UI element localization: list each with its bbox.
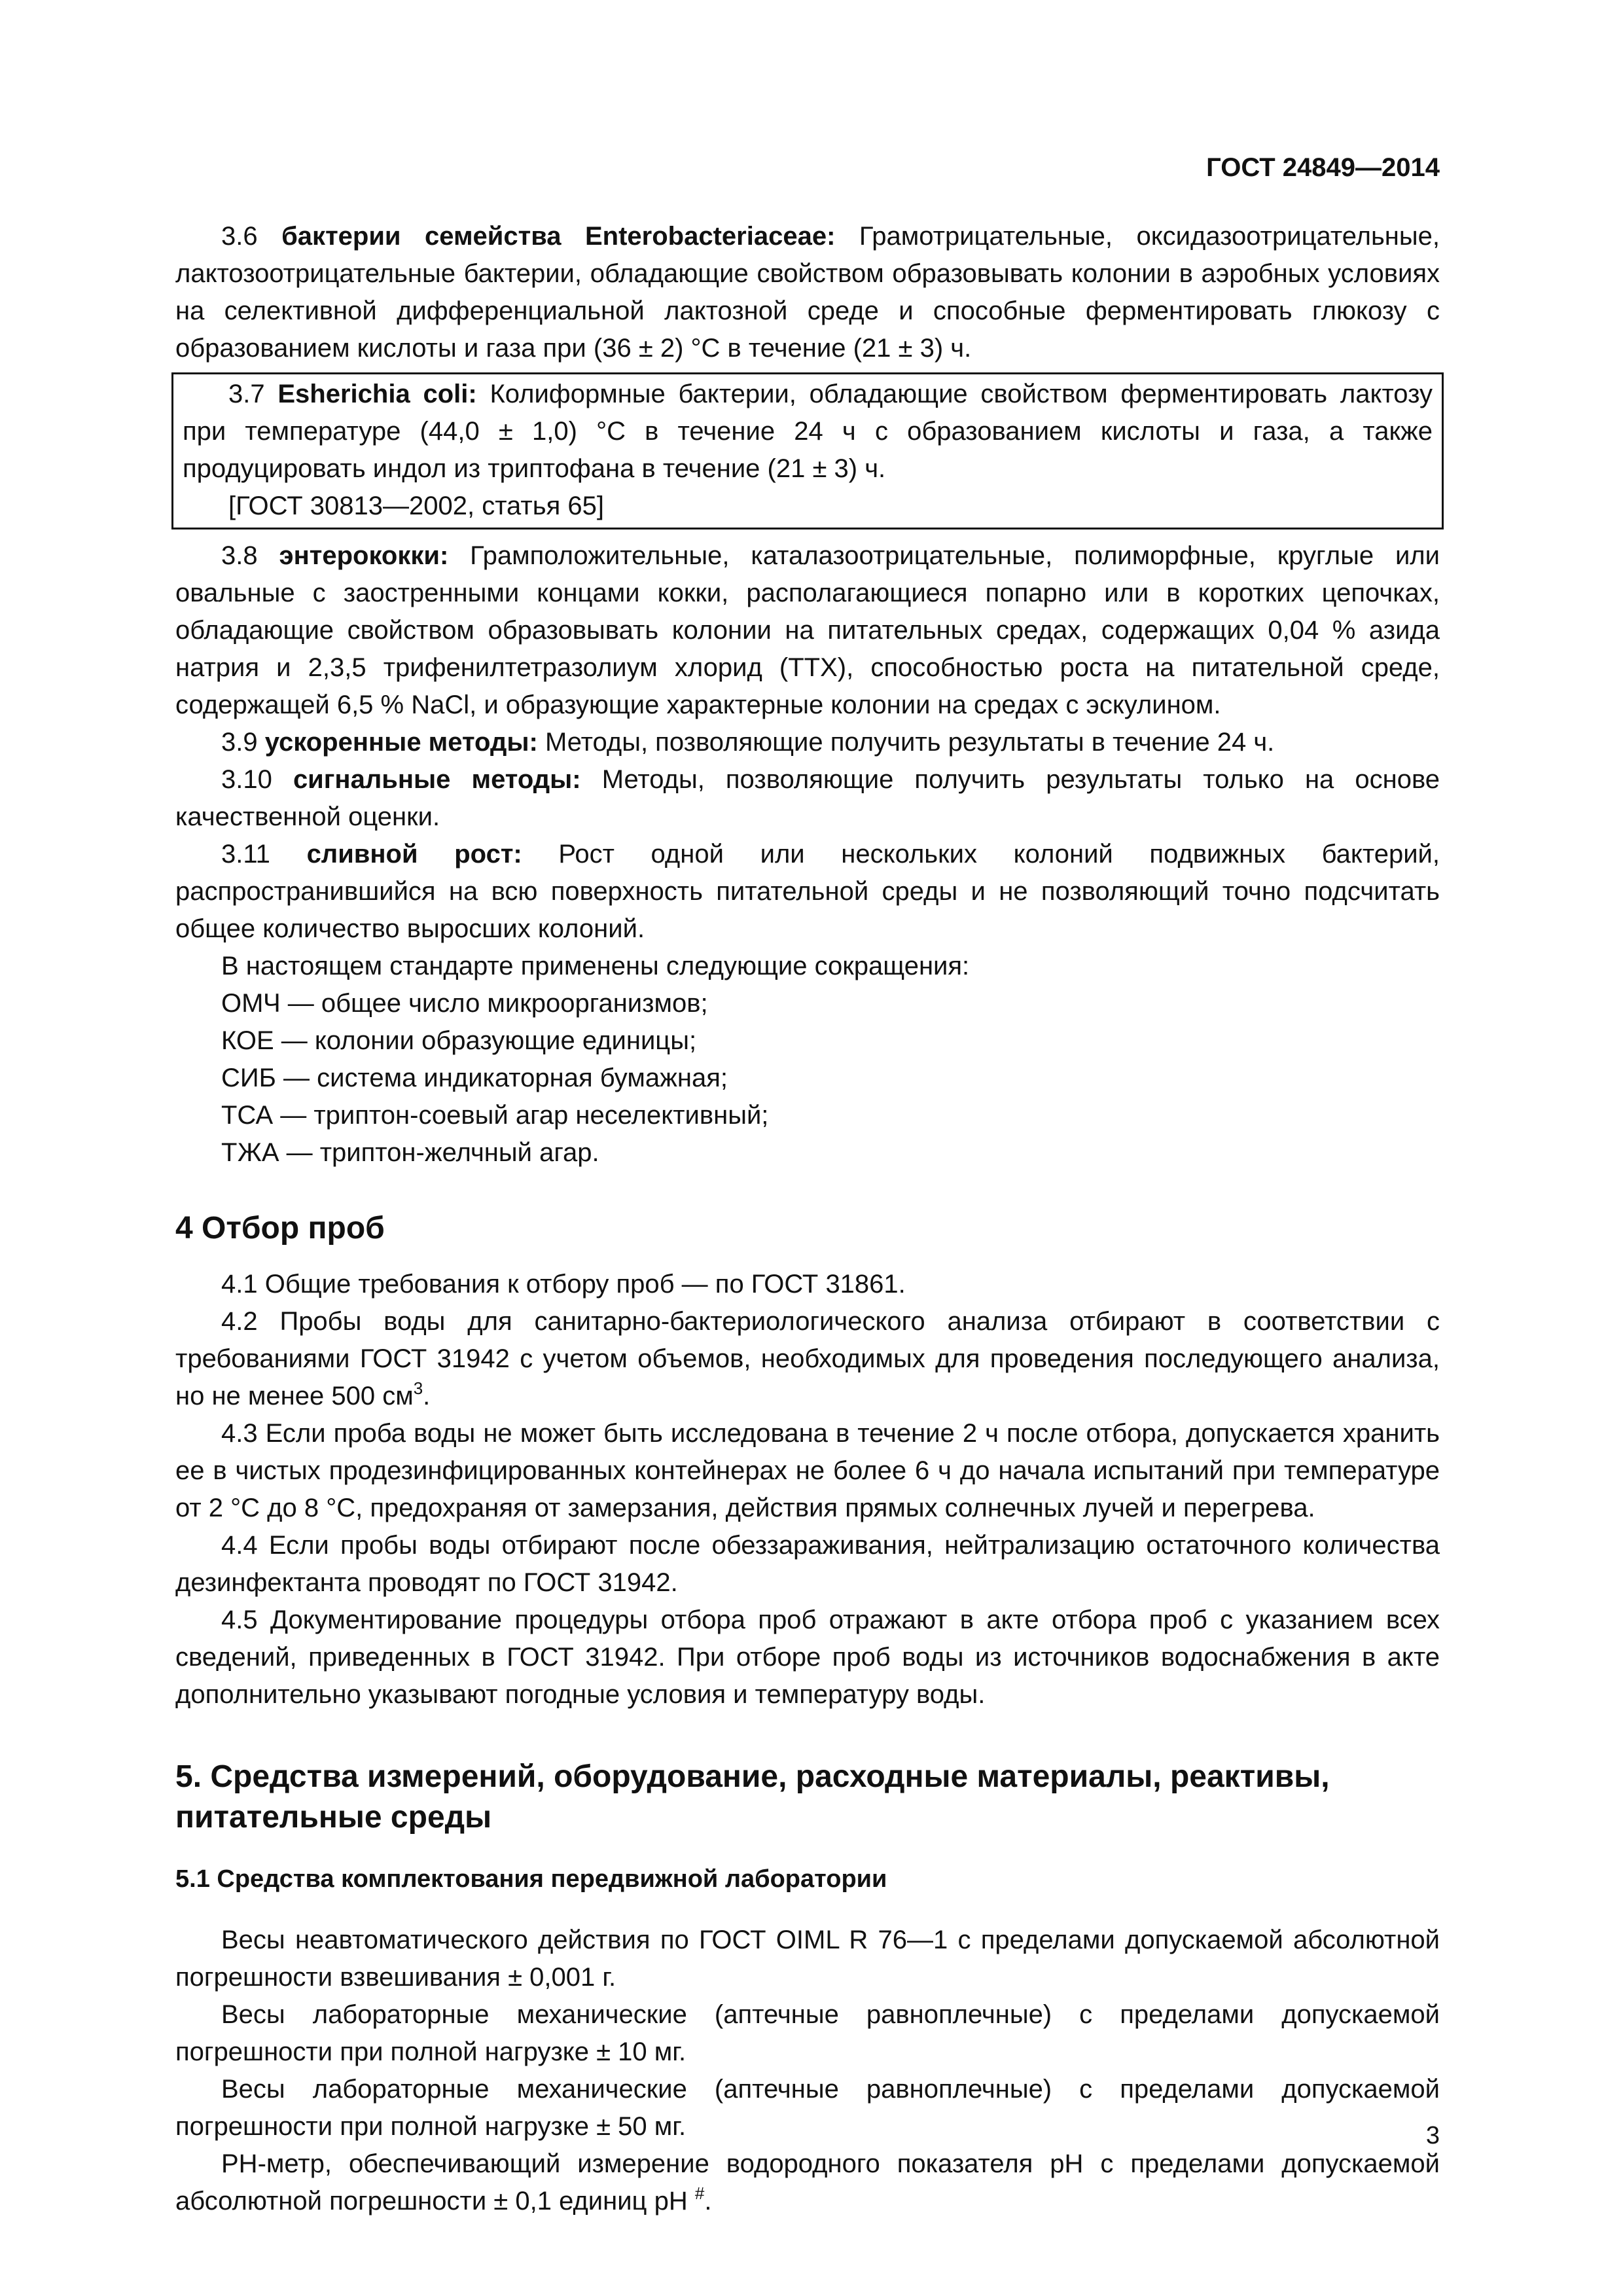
superscript: 3 [413,1378,423,1398]
page-number: 3 [1425,2122,1440,2149]
footnote-marker: # [694,2183,705,2203]
abbreviations-list [175,948,1440,1172]
paragraph-end: . [423,1382,431,1410]
abbreviation-item: ОМЧ — общее число микроорганизмов; [221,989,708,1018]
term-name: Esherichia coli: [277,380,477,408]
abbreviation-item: ТСА — триптон-соевый агар неселективный; [221,1101,769,1130]
term-number: 3.6 [221,222,258,251]
term-number: 3.10 [221,765,272,794]
term-3-9 [175,724,1440,761]
term-number: 3.9 [221,728,258,757]
paragraph-text: PH-метр, обеспечивающий измерение водородного показателя pH с пределами допускаемой абсолютной погрешности ± 0,1 единиц pH [175,2149,1440,2215]
subsection-5-1-title: 5.1 Средства комплектования передвижной лаборатории [175,1865,887,1893]
abbreviation-item: КОЕ — колонии образующие единицы; [221,1026,697,1055]
term-3-6 [175,218,1440,367]
paragraph-text: 4.2 Пробы воды для санитарно-бактериологического анализа отбирают в соответствии с требованиями ГОСТ 31942 с учетом объемов, необходимых для проведения последующего анализа, но не менее 500 см [175,1307,1440,1410]
section-5-title: 5. Средства измерений, оборудование, расходные материалы, реактивы, питательные среды [175,1759,1330,1835]
term-definition: Методы, позволяющие получить результаты в течение 24 ч. [537,728,1275,757]
term-definition: Методы, позволяющие получить результаты только на основе качественной оценки. [175,765,1440,831]
section-4-title: 4 Отбор проб [175,1211,385,1246]
paragraph-4-4: 4.4 Если пробы воды отбирают после обеззараживания, нейтрализацию остаточного количества дезинфектанта проводят по ГОСТ 31942. [175,1531,1440,1597]
term-reference: [ГОСТ 30813—2002, статья 65] [228,492,604,520]
paragraph-4-1: 4.1 Общие требования к отбору проб — по ГОСТ 31861. [221,1270,906,1299]
term-number: 3.11 [221,840,270,869]
term-3-11 [175,836,1440,948]
abbreviation-item: ТЖА — триптон-желчный агар. [221,1138,599,1167]
term-definition: Грамотрицательные, оксидазоотрицательные, лактозоотрицательные бактерии, обладающие свойством образовывать колонии в аэробных условиях на селективной дифференциальной лактозной среде и способные ферментировать глюкозу с образованием кислоты и газа при (36 ± 2) °С в течение (21 ± 3) ч. [175,222,1440,363]
term-name: энтерококки: [279,541,449,570]
term-3-8 [175,537,1440,724]
term-name: бактерии семейства Enterobacteriaceae: [281,222,836,251]
abbreviation-item: СИБ — система индикаторная бумажная; [221,1064,728,1092]
abbreviations-intro: В настоящем стандарте применены следующие сокращения: [221,952,970,980]
paragraph-4-2 [175,1303,1440,1415]
term-definition: Грамположительные, каталазоотрицательные, полиморфные, круглые или овальные с заостренными концами кокки, располагающиеся попарно или в коротких цепочках, обладающие свойством образовывать колонии на питательных средах, содержащих 0,04 % азида натрия и 2,3,5 трифенилтетразолиум хлорид (ТТХ), способностью роста на питательной среде, содержащей 6,5 % NaCl, и образующие характерные колонии на средах с эскулином. [175,541,1440,719]
paragraph-end: . [704,2187,712,2215]
document-code: ГОСТ 24849—2014 [1206,153,1440,182]
equipment-item: Весы неавтоматического действия по ГОСТ OIML R 76—1 с пределами допускаемой абсолютной погрешности взвешивания ± 0,001 г. [175,1926,1440,1992]
term-name: ускоренные методы: [264,728,538,757]
term-definition: Рост одной или нескольких колоний подвижных бактерий, распространившийся на всю поверхность питательной среды и не позволяющий точно подсчитать общее количество выросших колоний. [175,840,1440,943]
equipment-item: Весы лабораторные механические (аптечные равноплечные) с пределами допускаемой погрешности при полной нагрузке ± 10 мг. [175,2000,1440,2066]
boxed-definition [171,372,1444,529]
term-number: 3.8 [221,541,258,570]
term-number: 3.7 [228,380,265,408]
term-definition: Колиформные бактерии, обладающие свойством ферментировать лактозу при температуре (44,0 ± 1,0) °С в течение 24 ч с образованием кислоты и газа, а также продуцировать индол из триптофана в течение (21 ± 3) ч. [183,380,1433,483]
term-3-10 [175,761,1440,836]
term-name: сигнальные методы: [293,765,581,794]
term-3-7 [183,376,1433,488]
paragraph-4-5: 4.5 Документирование процедуры отбора проб отражают в акте отбора проб с указанием всех сведений, приведенных в ГОСТ 31942. При отборе проб воды из источников водоснабжения в акте дополнительно указывают погодные условия и температуру воды. [175,1605,1440,1709]
paragraph-4-3: 4.3 Если проба воды не может быть исследована в течение 2 ч после отбора, допускается хранить ее в чистых продезинфицированных контейнерах не более 6 ч до начала испытаний при температуре от 2 °С до 8 °С, предохраняя от замерзания, действия прямых солнечных лучей и перегрева. [175,1419,1440,1522]
equipment-item-ph-meter [175,2145,1440,2220]
term-name: сливной рост: [306,840,522,869]
equipment-item: Весы лабораторные механические (аптечные равноплечные) с пределами допускаемой погрешности при полной нагрузке ± 50 мг. [175,2075,1440,2141]
